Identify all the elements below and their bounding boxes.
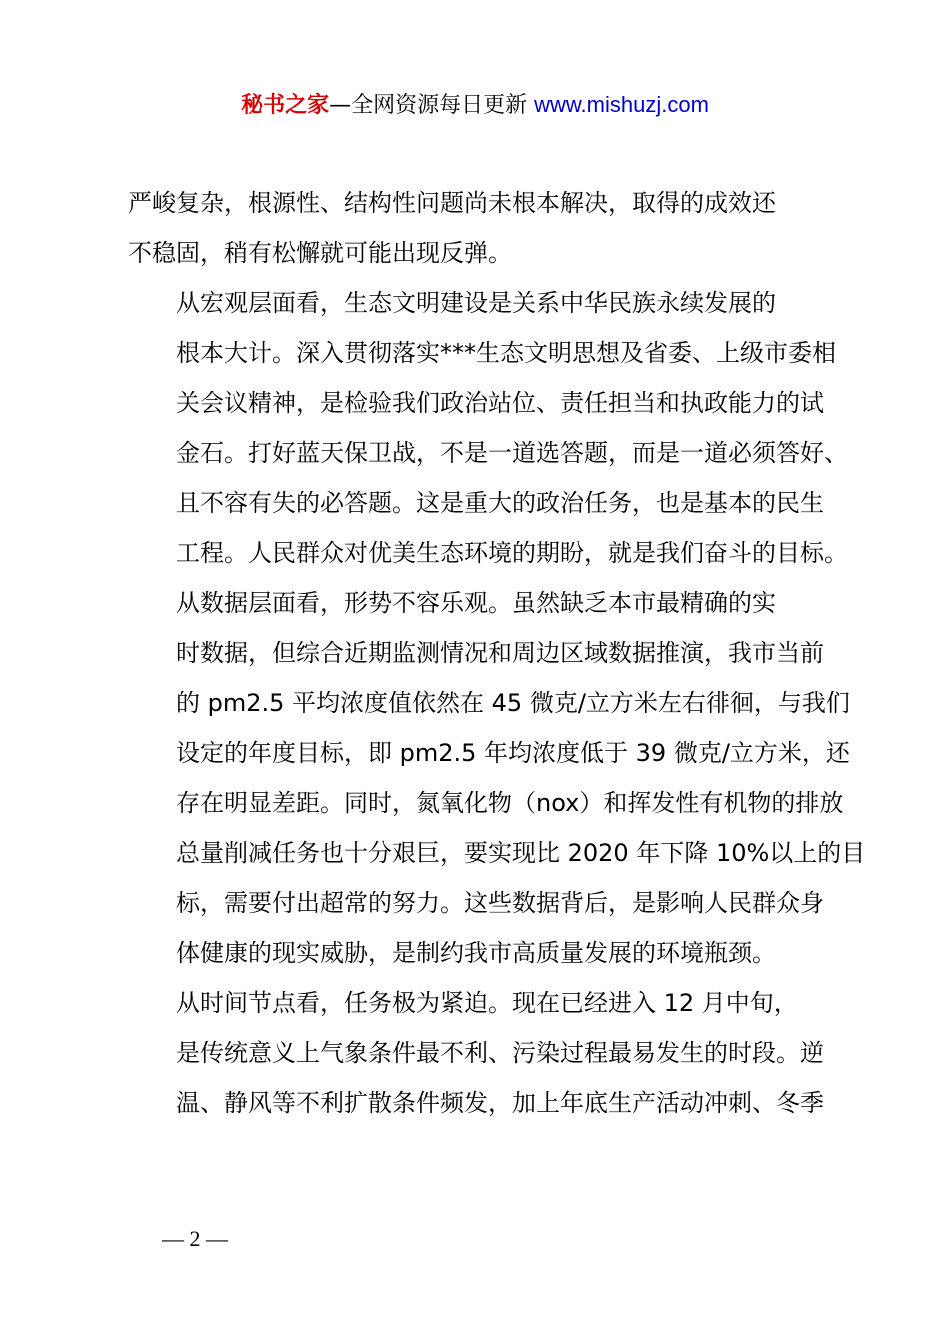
text-line: 从宏观层面看，生态文明建设是关系中华民族永续发展的 bbox=[176, 289, 776, 317]
text-line: 总量削减任务也十分艰巨，要实现比 2020 年下降 10%以上的目 bbox=[176, 839, 866, 867]
text-line: 存在明显差距。同时，氮氧化物（nox）和挥发性有机物的排放 bbox=[176, 789, 844, 817]
text-line: 金石。打好蓝天保卫战，不是一道选答题，而是一道必须答好、 bbox=[176, 439, 848, 467]
text-line: 设定的年度目标，即 pm2.5 年均浓度低于 39 微克/立方米，还 bbox=[176, 739, 850, 767]
page-header bbox=[0, 88, 950, 123]
paragraph-1 bbox=[128, 178, 836, 278]
paragraph-2 bbox=[128, 278, 848, 578]
document-body bbox=[128, 178, 866, 1128]
text-line: 关会议精神，是检验我们政治站位、责任担当和执政能力的试 bbox=[176, 389, 824, 417]
text-line: 标，需要付出超常的努力。这些数据背后，是影响人民群众身 bbox=[176, 889, 824, 917]
text-line: 的 pm2.5 平均浓度值依然在 45 微克/立方米左右徘徊，与我们 bbox=[176, 689, 850, 717]
text-line: 体健康的现实威胁，是制约我市高质量发展的环境瓶颈。 bbox=[176, 939, 776, 967]
brand-name: 秘书之家 bbox=[241, 93, 330, 118]
website-url[interactable]: www.mishuzj.com bbox=[534, 92, 709, 117]
text-line: 严峻复杂，根源性、结构性问题尚未根本解决，取得的成效还 bbox=[128, 189, 776, 217]
text-line: 从数据层面看，形势不容乐观。虽然缺乏本市最精确的实 bbox=[176, 589, 776, 617]
header-tagline: —全网资源每日更新 bbox=[329, 93, 535, 118]
text-line: 时数据，但综合近期监测情况和周边区域数据推演，我市当前 bbox=[176, 639, 824, 667]
text-line: 工程。人民群众对优美生态环境的期盼，就是我们奋斗的目标。 bbox=[176, 539, 848, 567]
paragraph-4 bbox=[128, 978, 836, 1128]
text-line: 从时间节点看，任务极为紧迫。现在已经进入 12 月中旬， bbox=[176, 989, 798, 1017]
text-line: 温、静风等不利扩散条件频发，加上年底生产活动冲刺、冬季 bbox=[176, 1089, 824, 1117]
text-line: 是传统意义上气象条件最不利、污染过程最易发生的时段。逆 bbox=[176, 1039, 824, 1067]
text-line: 根本大计。深入贯彻落实***生态文明思想及省委、上级市委相 bbox=[176, 339, 836, 367]
paragraph-3 bbox=[128, 578, 866, 978]
text-line: 不稳固，稍有松懈就可能出现反弹。 bbox=[128, 239, 512, 267]
page-number: — 2 — bbox=[162, 1226, 228, 1251]
text-line: 且不容有失的必答题。这是重大的政治任务，也是基本的民生 bbox=[176, 489, 824, 517]
